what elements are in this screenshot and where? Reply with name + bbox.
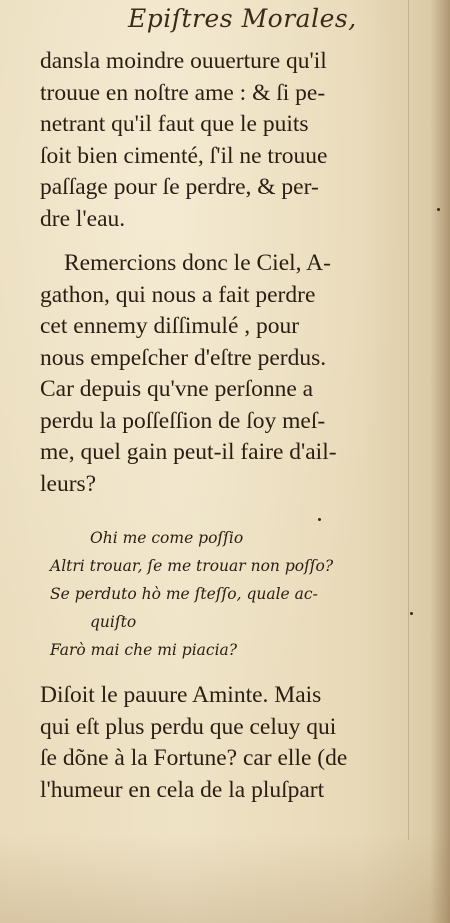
text-line: gathon, qui nous a fait perdre — [40, 281, 316, 308]
text-line: netrant qu'il faut que le puits — [40, 111, 309, 137]
text-line: nous empeſcher d'eſtre perdus. — [40, 344, 327, 371]
ink-speck — [410, 612, 413, 615]
verse-line: Se perduto hò me ſteſſo, quale ac- — [50, 585, 318, 603]
text-line: paſſage pour ſe perdre, & per- — [40, 174, 319, 200]
text-line: me, quel gain peut-il faire d'ail- — [40, 439, 337, 465]
ink-speck — [437, 208, 440, 211]
text-line: Car depuis qu'vne perſonne a — [40, 376, 314, 402]
paragraph-remercions — [40, 248, 412, 500]
verse-line: Farò mai che mi piacia? — [50, 641, 238, 659]
text-line: l'humeur en cela de la pluſpart — [40, 776, 325, 803]
running-head: Epiſtres Morales, — [128, 4, 357, 33]
text-line: trouue en noſtre ame : & ſi pe- — [40, 79, 326, 106]
text-line: ſe dõne à la Fortune? car elle (de — [40, 745, 348, 771]
text-line: Remercions donc le Ciel, A- — [64, 250, 331, 276]
page-edge-shadow — [430, 0, 450, 923]
text-line: dre l'eau. — [40, 205, 126, 232]
verse-line: Ohi me come poſſio — [90, 529, 244, 547]
page-bottom-shadow — [0, 833, 450, 923]
text-line: Diſoit le pauure Aminte. Mais — [40, 682, 322, 708]
paragraph-disoit — [40, 680, 412, 806]
text-line: perdu la poſſeſſion de ſoy meſ- — [40, 407, 326, 434]
verse-line: quiſto — [90, 613, 137, 631]
italian-verse-quotation — [44, 524, 414, 664]
text-line: ſoit bien cimenté, ſ'il ne trouue — [40, 142, 328, 169]
ink-speck — [318, 518, 321, 521]
text-line: leurs? — [40, 470, 97, 497]
paragraph-continuation — [40, 46, 412, 235]
text-line: cet ennemy diſſimulé , pour — [40, 313, 300, 339]
text-line: qui eſt plus perdu que celuy qui — [40, 713, 337, 740]
verse-line: Altri trouar, ſe me trouar non poſſo? — [50, 557, 334, 575]
text-line: dansla moindre ouuerture qu'il — [40, 48, 327, 74]
